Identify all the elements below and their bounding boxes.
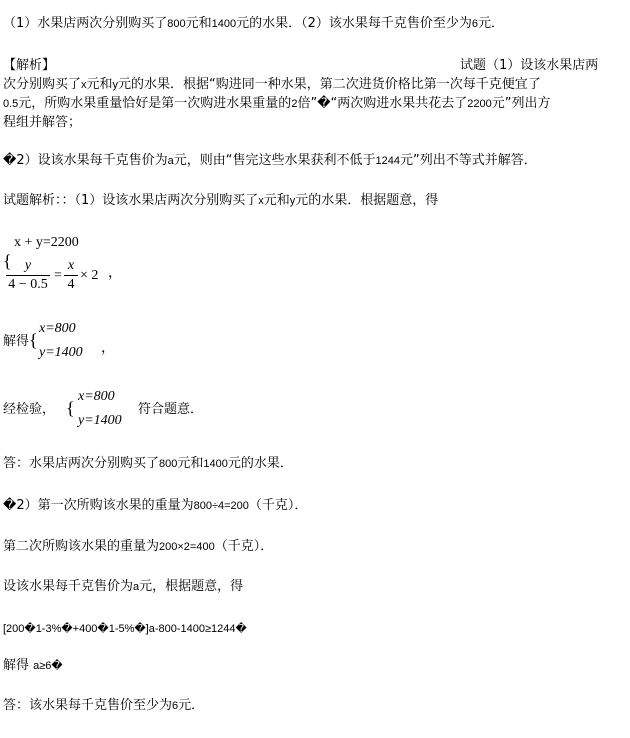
number: 0.5 xyxy=(3,98,19,110)
text: （千克）． xyxy=(248,498,308,513)
part2-weight-second xyxy=(3,538,273,556)
text: 试题解析：：（1）设该水果店两次分别购买了 xyxy=(3,193,259,208)
var: a xyxy=(167,155,174,167)
analysis-line-3: 程组并解答； xyxy=(3,115,82,130)
answer-number: 800 xyxy=(167,18,186,30)
answer-text: 元的水果．（2）该水果每千克售价至少为 xyxy=(236,16,472,31)
brace: { xyxy=(66,398,75,418)
brace: { xyxy=(29,330,38,350)
text: 元，所购水果重量恰好是第一次购进水果重量的 xyxy=(18,96,292,111)
text: “两次购进水果共花去了 xyxy=(330,96,468,111)
text: 解得 xyxy=(3,658,30,673)
number: 1400 xyxy=(203,458,228,470)
part2-intro xyxy=(3,152,537,170)
var: y xyxy=(289,195,296,207)
inequality: [200�1-3%�+400�1-5%�]a-800-1400≥1244� xyxy=(3,623,247,635)
equation-1: x + y=2200 xyxy=(14,235,79,250)
answer-number: 1400 xyxy=(211,18,237,30)
text: 元的水果．根据题意，得 xyxy=(295,193,439,208)
text: 元和 xyxy=(86,77,113,92)
analysis-label: 【解析】 xyxy=(3,58,56,73)
analysis-right-text: 试题（1）设该水果店两 xyxy=(460,58,599,73)
brace: { xyxy=(3,251,12,271)
solve-label: 解得 xyxy=(3,334,30,349)
var: x xyxy=(258,195,264,207)
expression: 800÷4=200 xyxy=(193,500,249,512)
answer-summary xyxy=(3,15,504,33)
fraction-bar xyxy=(64,275,78,276)
text: 元和 xyxy=(263,193,290,208)
check-label: 经检验， xyxy=(3,402,56,417)
answer-text: 元和 xyxy=(185,16,212,31)
text: 元”列出方 xyxy=(491,96,551,111)
comma: ， xyxy=(101,341,115,356)
fraction-denominator: 4 − 0.5 xyxy=(8,277,48,292)
text: 第二次所购该水果的重量为 xyxy=(3,539,160,554)
fraction-right xyxy=(64,258,78,293)
answer-text: （1）水果店两次分别购买了 xyxy=(3,16,168,31)
answer-part1 xyxy=(3,455,293,473)
y-value: y=1400 xyxy=(78,413,122,428)
text: 答：该水果每千克售价至少为 xyxy=(3,698,173,713)
fraction-numerator: x xyxy=(67,258,75,273)
equals-sign: = xyxy=(54,268,62,283)
check-tail: 符合题意． xyxy=(138,402,204,417)
text: （千克）． xyxy=(214,539,274,554)
missing-glyph-box: � xyxy=(317,96,331,111)
text: 2）第一次所购该水果的重量为 xyxy=(16,498,194,513)
text: 元的水果．根据“购进同一种水果，第二次进货价格比第一次每千克便宜了 xyxy=(118,77,541,92)
number: 2 xyxy=(291,98,298,110)
var: a xyxy=(133,581,140,593)
number: 6 xyxy=(172,700,179,712)
text: 倍” xyxy=(297,96,318,111)
text: 设该水果每千克售价为 xyxy=(3,579,134,594)
expression: a≥6� xyxy=(33,660,63,672)
text: 次分别购买了 xyxy=(3,77,82,92)
analysis-line-1 xyxy=(3,76,541,94)
solve-a xyxy=(3,657,63,675)
text: 元的水果． xyxy=(227,456,293,471)
final-answer xyxy=(3,697,204,715)
expression: 200×2=400 xyxy=(159,541,215,553)
text: 元和 xyxy=(177,456,204,471)
analysis-line-2 xyxy=(3,95,551,113)
var: x xyxy=(81,79,87,91)
x-value: x=800 xyxy=(39,321,76,336)
y-value: y=1400 xyxy=(39,345,83,360)
number: 1244 xyxy=(375,155,400,167)
number: 2200 xyxy=(467,98,492,110)
missing-glyph-box: � xyxy=(3,498,17,513)
x-value: x=800 xyxy=(78,389,115,404)
solution-intro xyxy=(3,192,438,210)
text: 元，则由“售完这些水果获利不低于 xyxy=(173,153,376,168)
text: 元． xyxy=(178,698,205,713)
answer-number: 6 xyxy=(471,18,479,30)
missing-glyph-box: � xyxy=(3,153,17,168)
comma: ， xyxy=(108,266,122,281)
text: 元”列出不等式并解答． xyxy=(399,153,537,168)
fraction-bar xyxy=(6,275,50,276)
var: y xyxy=(112,79,119,91)
fraction-denominator: 4 xyxy=(67,277,75,292)
fraction-left xyxy=(6,258,50,293)
part2-weight-first xyxy=(3,497,307,515)
text: 答：水果店两次分别购买了 xyxy=(3,456,160,471)
fraction-numerator: y xyxy=(24,258,32,273)
part2-setup xyxy=(3,578,243,596)
number: 800 xyxy=(159,458,178,470)
answer-text: 元． xyxy=(478,16,505,31)
text: 2）设该水果每千克售价为 xyxy=(16,153,168,168)
text: 元，根据题意，得 xyxy=(139,579,244,594)
times-two: × 2 xyxy=(80,268,99,283)
